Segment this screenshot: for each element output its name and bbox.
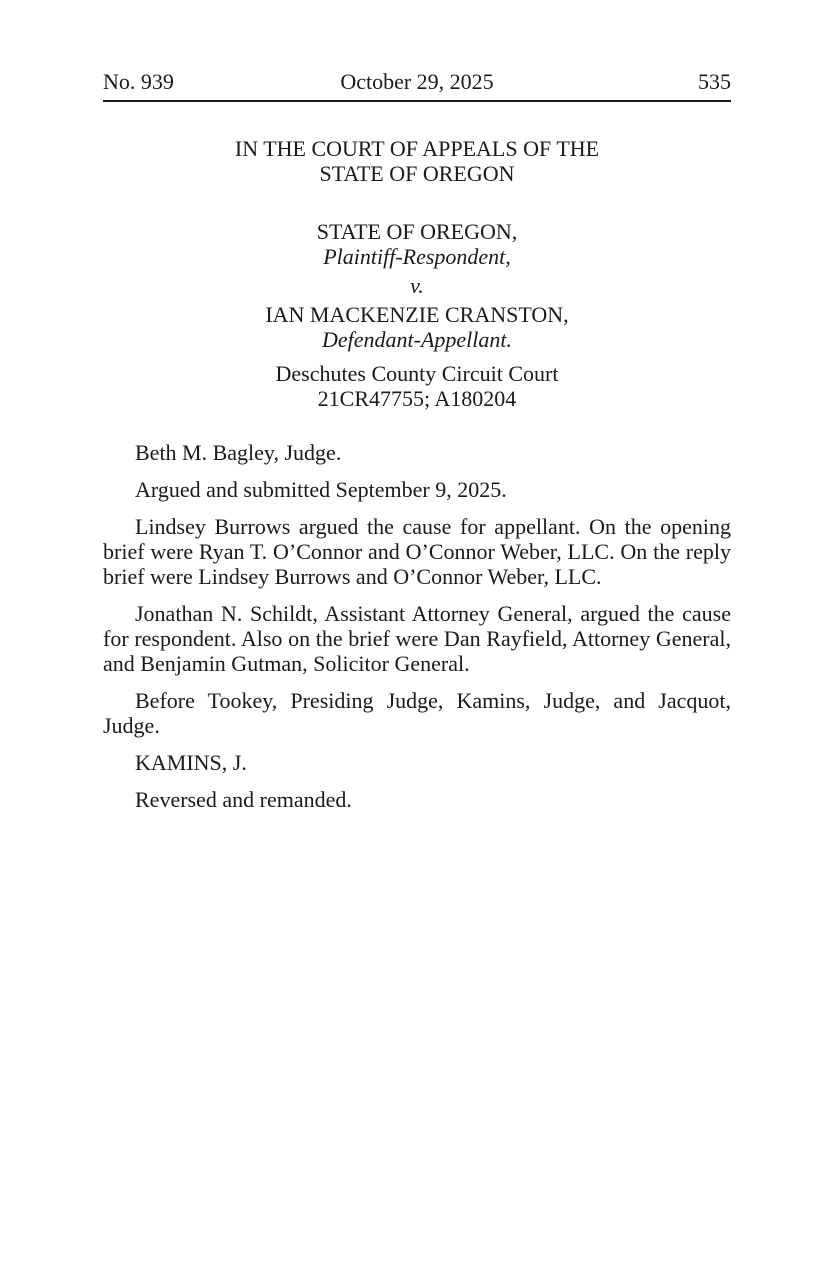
running-header xyxy=(103,66,731,102)
lower-court-block xyxy=(103,361,731,411)
respondent-counsel: Jonathan N. Schildt, Assistant Attorney General, argued the cause for respondent. Also on the brief were Dan Rayfield, Attorney General, and Benjamin Gutman, Solicitor General. xyxy=(103,601,731,676)
plaintiff-name: STATE OF OREGON, xyxy=(316,219,518,244)
defendant-role: Defendant-Appellant. xyxy=(321,327,512,352)
defendant-block xyxy=(103,302,731,352)
versus-label: v. xyxy=(410,273,424,298)
disposition: Reversed and remanded. xyxy=(135,787,352,812)
page-number: 535 xyxy=(698,69,731,94)
opinion-number: No. 939 xyxy=(103,69,174,94)
plaintiff-block xyxy=(103,219,731,269)
opinion-author: KAMINS, J. xyxy=(135,750,247,775)
panel: Before Tookey, Presiding Judge, Kamins, Judge, and Jacquot, Judge. xyxy=(103,688,731,738)
court-name xyxy=(103,136,731,186)
opinion-page xyxy=(103,66,731,824)
court-name-line-1: IN THE COURT OF APPEALS OF THE xyxy=(234,136,600,161)
trial-judge: Beth M. Bagley, Judge. xyxy=(135,440,342,465)
lower-court-name: Deschutes County Circuit Court xyxy=(275,361,559,386)
appellant-counsel: Lindsey Burrows argued the cause for appellant. On the opening brief were Ryan T. O’Connor and O’Connor Weber, LLC. On the reply brief were Lindsey Burrows and O’Connor Weber, LLC. xyxy=(103,514,731,589)
case-caption xyxy=(103,136,731,411)
case-summary xyxy=(103,440,731,812)
plaintiff-role: Plaintiff-Respondent, xyxy=(323,244,511,269)
argued-date: Argued and submitted September 9, 2025. xyxy=(135,477,507,502)
case-numbers: 21CR47755; A180204 xyxy=(317,386,517,411)
court-name-line-2: STATE OF OREGON xyxy=(319,161,515,186)
decision-date: October 29, 2025 xyxy=(340,69,494,94)
defendant-name: IAN MACKENZIE CRANSTON, xyxy=(265,302,569,327)
